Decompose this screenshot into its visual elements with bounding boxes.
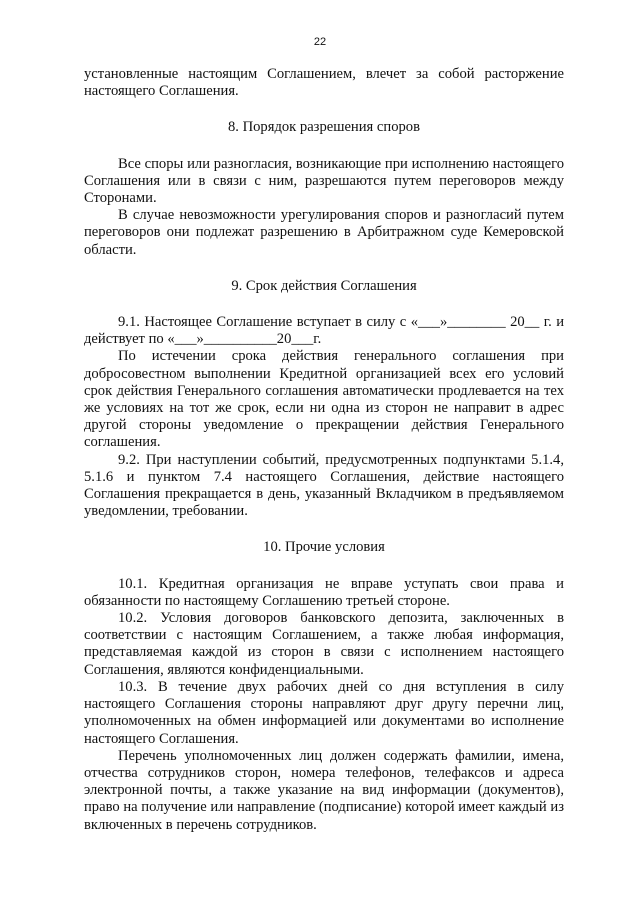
section-9-paragraph-2: По истечении срока действия генерального соглашения при добросовестном выполнении Кредитной организацией всех его условий срок действия Генерального соглашения автоматически продлевается на тех же условиях на тот же срок, если ни одна из сторон не направит в адрес другой стороны уведомление о прекращении действия Генерального соглашения.: [84, 348, 564, 451]
section-8-title: 8. Порядок разрешения споров: [228, 119, 420, 136]
section-10-paragraph-3: 10.3. В течение двух рабочих дней со дня вступления в силу настоящего Соглашения стороны направляют друг другу перечни лиц, уполномоченных на обмен информацией или документами во исполнение настоящего Соглашения.: [84, 678, 564, 747]
section-8-paragraph-2: В случае невозможности урегулирования споров и разногласий путем переговоров они подлежат разрешению в Арбитражном суде Кемеровской области.: [84, 207, 564, 258]
section-10-paragraph-2: 10.2. Условия договоров банковского депозита, заключенных в соответствии с настоящим Соглашением, а также любая информация, представляемая каждой из сторон в связи с исполнением настоящего Соглашения, являются конфиденциальными.: [84, 610, 564, 678]
section-8-paragraph-1: Все споры или разногласия, возникающие при исполнению настоящего Соглашения или в связи с ним, разрешаются путем переговоров между Сторонами.: [84, 155, 564, 207]
section-10-paragraph-1: 10.1. Кредитная организация не вправе уступать свои права и обязанности по настоящему Соглашению третьей стороне.: [84, 575, 564, 609]
page-number: 22: [313, 36, 327, 48]
section-10-title: 10. Прочие условия: [263, 539, 385, 556]
document-body: [84, 66, 564, 834]
section-10-paragraph-4: Перечень уполномоченных лиц должен содержать фамилии, имена, отчества сотрудников сторон, номера телефонов, телефаксов и адреса электронной почты, а также указание на вид информации (документов), право на получение или направление (подписание) которой имеет каждый из включенных в перечень сотрудников.: [84, 747, 564, 833]
section-9-title: 9. Срок действия Соглашения: [231, 277, 417, 294]
intro-paragraph: установленные настоящим Соглашением, влечет за собой расторжение настоящего Соглашения.: [84, 66, 564, 100]
section-9-paragraph-1: 9.1. Настоящее Соглашение вступает в силу с «___»________ 20__ г. и действует по «___»__________20___г.: [84, 314, 564, 348]
section-9-paragraph-3: 9.2. При наступлении событий, предусмотренных подпунктами 5.1.4, 5.1.6 и пунктом 7.4 настоящего Соглашения, действие настоящего Соглашения прекращается в день, указанный Вкладчиком в предъявляемом уведомлении, требовании.: [84, 451, 564, 520]
